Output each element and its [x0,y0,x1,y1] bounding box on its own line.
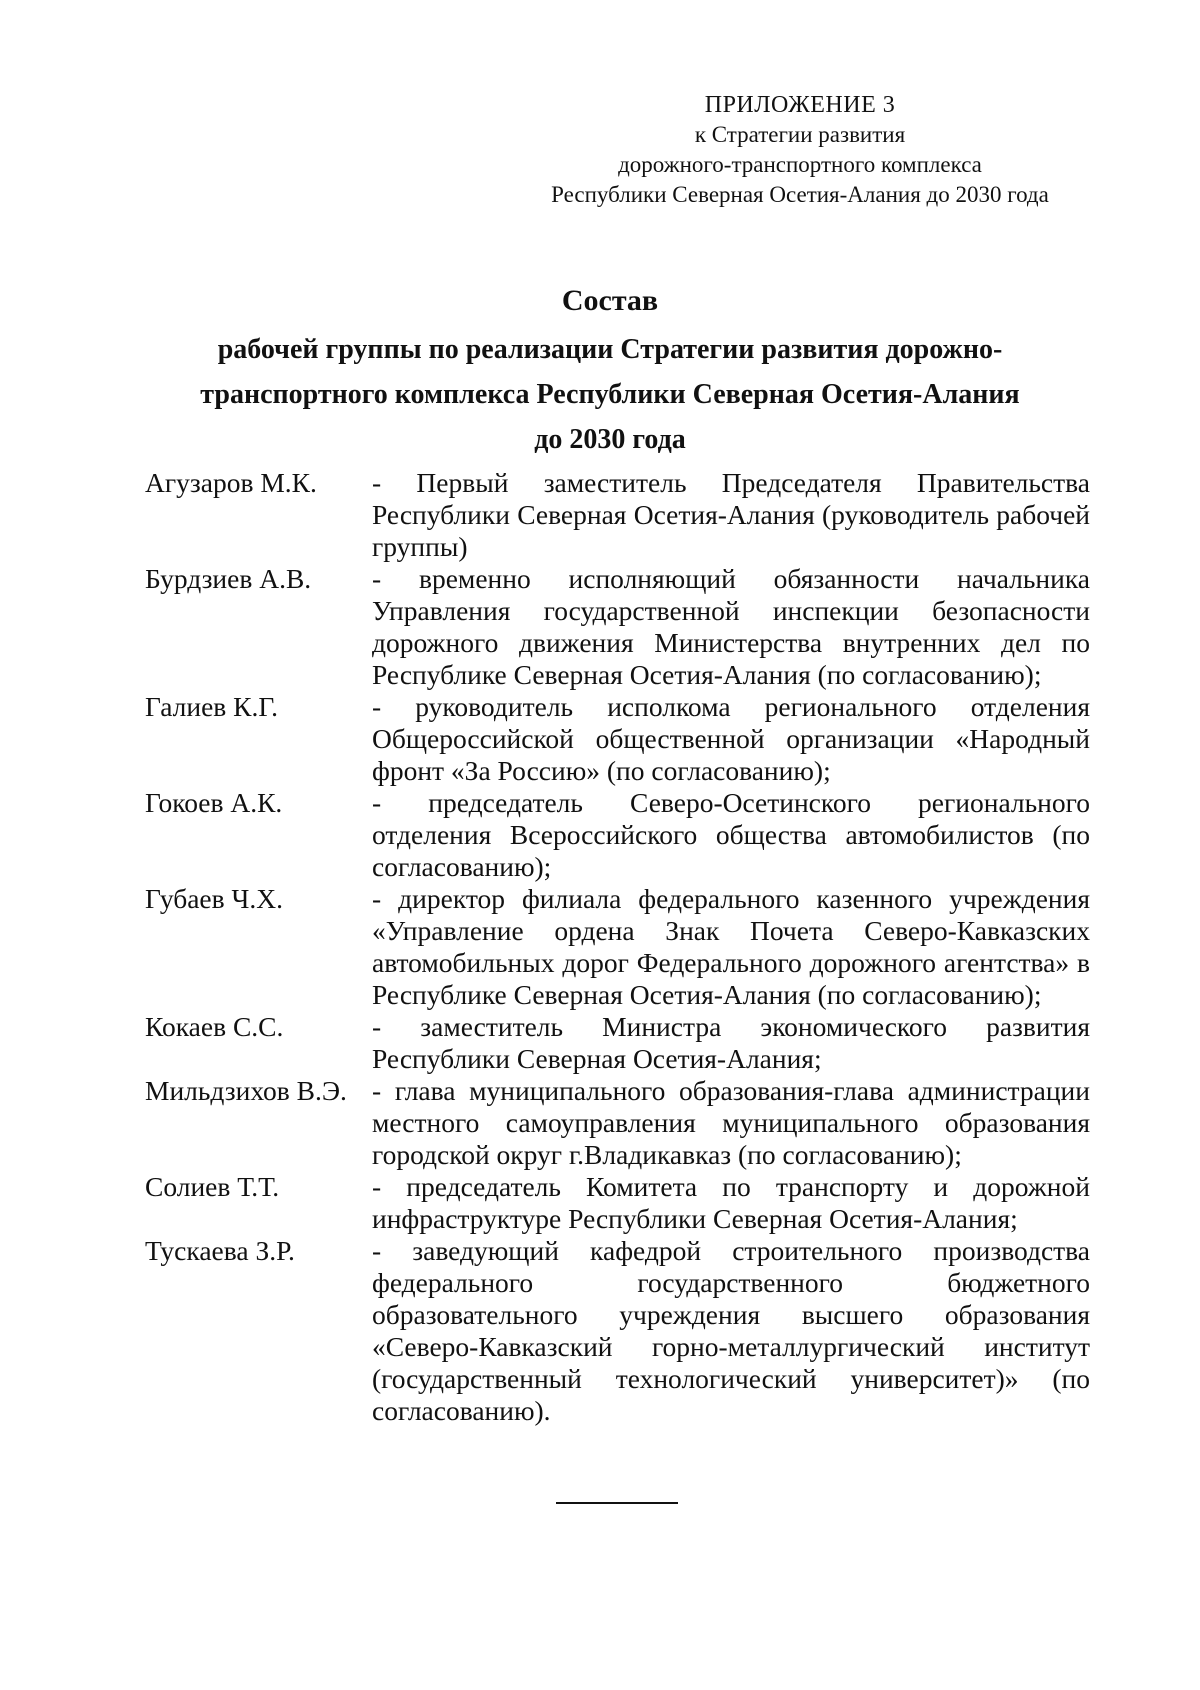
member-name: Агузаров М.К. [145,467,317,498]
member-role: - глава муниципального образования-глава администрации местного самоуправления муниципального образования городской округ г.Владикавказ (по согласованию); [372,1075,1090,1170]
member-role: - временно исполняющий обязанности начальника Управления государственной инспекции безопасности дорожного движения Министерства внутренних дел по Республике Северная Осетия-Алания (по согласованию); [372,563,1090,690]
member-row [145,563,1090,691]
members-list [145,467,1090,1427]
heading-line-3: до 2030 года [534,424,686,455]
appendix-line-4: Республики Северная Осетия-Алания до 2030 года [551,182,1049,207]
closing-rule [556,1502,678,1504]
member-row [145,787,1090,883]
member-row [145,1075,1090,1171]
heading-line-1: рабочей группы по реализации Стратегии развития дорожно- [217,334,1003,365]
appendix-header [520,90,1080,210]
member-role: - Первый заместитель Председателя Правительства Республики Северная Осетия-Алания (руководитель рабочей группы) [372,467,1090,562]
member-row [145,883,1090,1011]
member-name: Солиев Т.Т. [145,1171,280,1202]
member-name: Бурдзиев А.В. [145,563,312,594]
appendix-line-2: к Стратегии развития [694,122,906,147]
appendix-line-3: дорожного-транспортного комплекса [618,152,982,177]
member-row [145,1011,1090,1075]
member-row [145,1235,1090,1427]
member-role: - заведующий кафедрой строительного производства федерального государственного бюджетного образовательного учреждения высшего образования «Северо-Кавказский горно-металлургический институт (государственный технологический университет)» (по согласованию). [372,1235,1090,1426]
heading-title: Состав [561,284,659,317]
member-name: Гокоев А.К. [145,787,283,818]
member-name: Галиев К.Г. [145,691,279,722]
member-name: Кокаев С.С. [145,1011,284,1042]
member-name: Тускаева З.Р. [145,1235,295,1266]
member-role: - руководитель исполкома регионального отделения Общероссийской общественной организации «Народный фронт «За Россию» (по согласованию); [372,691,1090,786]
appendix-title: ПРИЛОЖЕНИЕ 3 [704,92,896,118]
member-row [145,1171,1090,1235]
member-role: - заместитель Министра экономического развития Республики Северная Осетия-Алания; [372,1011,1090,1074]
member-role: - директор филиала федерального казенного учреждения «Управление ордена Знак Почета Северо-Кавказских автомобильных дорог Федерального дорожного агентства» в Республике Северная Осетия-Алания (по согласованию); [372,883,1090,1010]
member-role: - председатель Северо-Осетинского регионального отделения Всероссийского общества автомобилистов (по согласованию); [372,787,1090,882]
member-role: - председатель Комитета по транспорту и дорожной инфраструктуре Республики Северная Осетия-Алания; [372,1171,1090,1234]
member-row [145,691,1090,787]
member-name: Губаев Ч.Х. [145,883,283,914]
document-heading [110,278,1110,462]
member-row [145,467,1090,563]
heading-line-2: транспортного комплекса Республики Северная Осетия-Алания [200,379,1020,410]
member-name: Мильдзихов В.Э. [145,1075,347,1106]
